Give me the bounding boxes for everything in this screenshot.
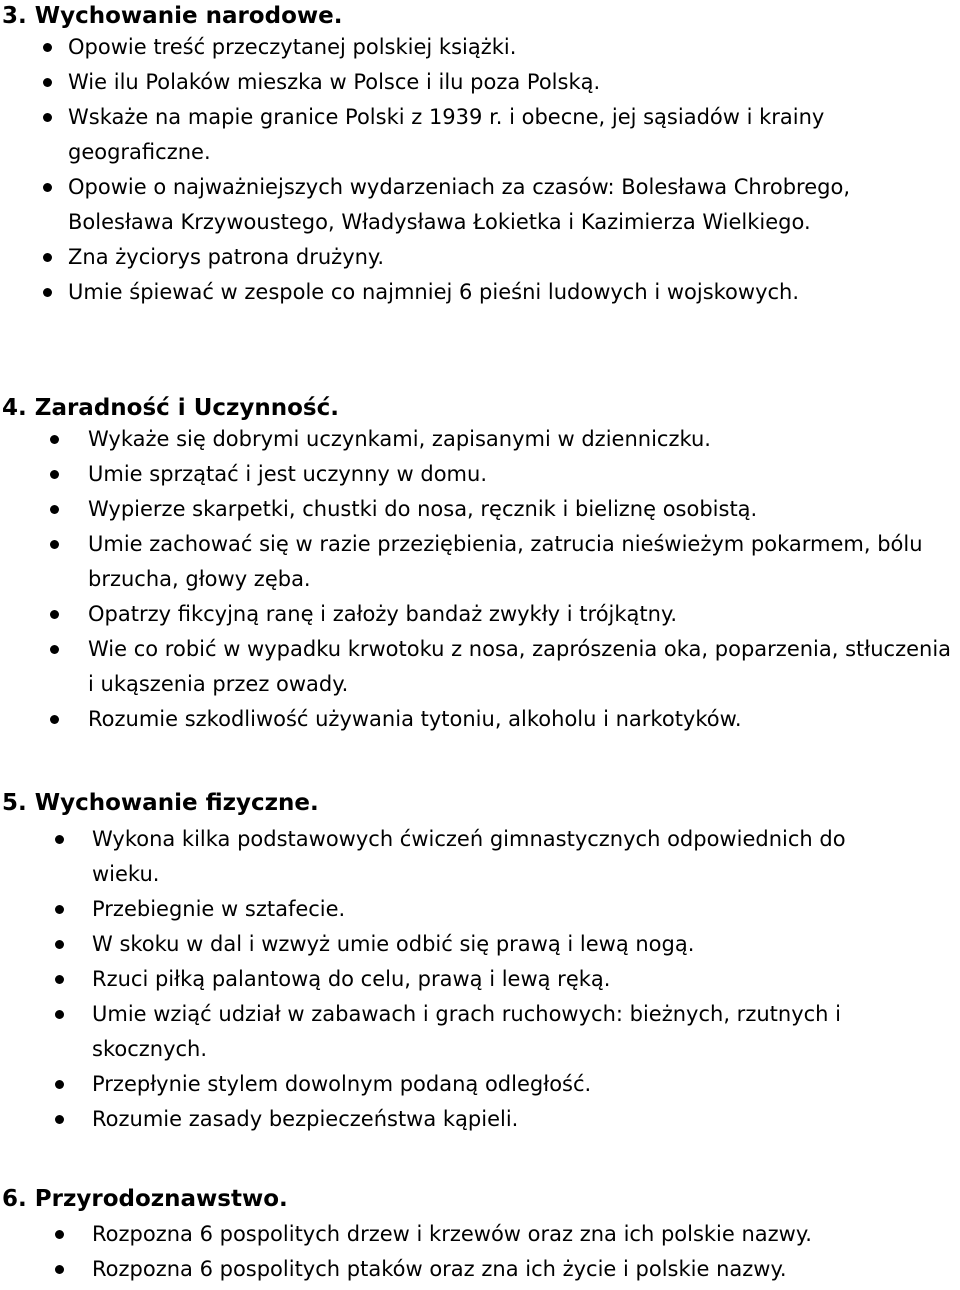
list-item: [0, 492, 958, 527]
list-item: [0, 1067, 947, 1102]
list-item-text: Rzuci piłką palantową do celu, prawą i lewą ręką.: [92, 967, 611, 991]
section-heading: [2, 788, 319, 818]
list-item: [0, 997, 947, 1067]
list-item: [0, 597, 958, 632]
list-item-text: Wykaże się dobrymi uczynkami, zapisanymi w dzienniczku.: [88, 427, 711, 451]
bullet-icon: [55, 905, 64, 914]
requirement-list: [0, 30, 960, 310]
section-heading: [2, 393, 339, 423]
requirement-list: [0, 822, 960, 1137]
list-item-text: Opowie o najważniejszych wydarzeniach za czasów: Bolesława Chrobrego, Bolesława Krzywoustego, Władysława Łokietka i Kazimierza Wielkiego.: [68, 175, 851, 234]
list-item: [0, 702, 958, 737]
list-item-text: Przebiegnie w sztafecie.: [92, 897, 346, 921]
list-item: [0, 170, 908, 240]
section-number: 6.: [2, 1186, 27, 1212]
bullet-icon: [43, 78, 52, 87]
bullet-icon: [55, 1080, 64, 1089]
bullet-icon: [50, 540, 59, 549]
list-item: [0, 422, 958, 457]
list-item-text: Rozpozna 6 pospolitych drzew i krzewów oraz zna ich polskie nazwy.: [92, 1222, 812, 1246]
list-item-text: Rozumie szkodliwość używania tytoniu, alkoholu i narkotyków.: [88, 707, 742, 731]
section-title: Zaradność i Uczynność.: [34, 395, 339, 421]
bullet-icon: [50, 505, 59, 514]
section-heading: [2, 1184, 288, 1214]
bullet-icon: [55, 1230, 64, 1239]
list-item-text: Przepłynie stylem dowolnym podaną odległość.: [92, 1072, 592, 1096]
list-item-text: Wskaże na mapie granice Polski z 1939 r. i obecne, jej sąsiadów i krainy geograficzne.: [68, 105, 825, 164]
bullet-icon: [50, 470, 59, 479]
list-item: [0, 1102, 947, 1137]
list-item: [0, 30, 948, 65]
requirement-list: [0, 1217, 960, 1287]
list-item: [0, 240, 948, 275]
list-item-text: Umie zachować się w razie przeziębienia, zatrucia nieświeżym pokarmem, bólu brzucha, głowy zęba.: [88, 532, 923, 591]
list-item: [0, 457, 958, 492]
list-item-text: Umie wziąć udział w zabawach i grach ruchowych: bieżnych, rzutnych i skocznych.: [92, 1002, 841, 1061]
list-item: [0, 822, 882, 892]
bullet-icon: [55, 975, 64, 984]
list-item: [0, 275, 948, 310]
bullet-icon: [55, 1010, 64, 1019]
section-heading: [2, 1, 342, 31]
section-title: Przyrodoznawstwo.: [34, 1186, 288, 1212]
list-item-text: Opowie treść przeczytanej polskiej książki.: [68, 35, 517, 59]
bullet-icon: [50, 610, 59, 619]
list-item: [0, 632, 958, 702]
bullet-icon: [55, 940, 64, 949]
bullet-icon: [43, 288, 52, 297]
bullet-icon: [43, 113, 52, 122]
list-item-text: Wypierze skarpetki, chustki do nosa, ręcznik i bieliznę osobistą.: [88, 497, 758, 521]
section-number: 5.: [2, 790, 27, 816]
bullet-icon: [50, 435, 59, 444]
bullet-icon: [43, 253, 52, 262]
list-item: [0, 527, 958, 597]
bullet-icon: [55, 1115, 64, 1124]
section-title: Wychowanie narodowe.: [34, 3, 343, 29]
section-number: 4.: [2, 395, 27, 421]
list-item-text: Wie co robić w wypadku krwotoku z nosa, zaprószenia oka, poparzenia, stłuczenia i ukąszenia przez owady.: [88, 637, 952, 696]
section-title: Wychowanie fizyczne.: [34, 790, 319, 816]
list-item-text: W skoku w dal i wzwyż umie odbić się prawą i lewą nogą.: [92, 932, 695, 956]
list-item: [0, 892, 947, 927]
list-item: [0, 100, 928, 170]
list-item: [0, 65, 948, 100]
bullet-icon: [55, 1265, 64, 1274]
list-item-text: Zna życiorys patrona drużyny.: [68, 245, 385, 269]
list-item: [0, 1217, 952, 1252]
list-item: [0, 1252, 952, 1287]
list-item-text: Umie śpiewać w zespole co najmniej 6 pieśni ludowych i wojskowych.: [68, 280, 800, 304]
bullet-icon: [43, 183, 52, 192]
list-item-text: Opatrzy fikcyjną ranę i założy bandaż zwykły i trójkątny.: [88, 602, 678, 626]
list-item-text: Umie sprzątać i jest uczynny w domu.: [88, 462, 487, 486]
list-item-text: Rozumie zasady bezpieczeństwa kąpieli.: [92, 1107, 519, 1131]
bullet-icon: [50, 715, 59, 724]
requirement-list: [0, 422, 960, 737]
bullet-icon: [43, 43, 52, 52]
bullet-icon: [55, 835, 64, 844]
list-item: [0, 927, 947, 962]
bullet-icon: [50, 645, 59, 654]
list-item: [0, 962, 947, 997]
list-item-text: Wie ilu Polaków mieszka w Polsce i ilu poza Polską.: [68, 70, 601, 94]
list-item-text: Rozpozna 6 pospolitych ptaków oraz zna ich życie i polskie nazwy.: [92, 1257, 787, 1281]
section-number: 3.: [2, 3, 27, 29]
list-item-text: Wykona kilka podstawowych ćwiczeń gimnastycznych odpowiednich do wieku.: [92, 827, 846, 886]
